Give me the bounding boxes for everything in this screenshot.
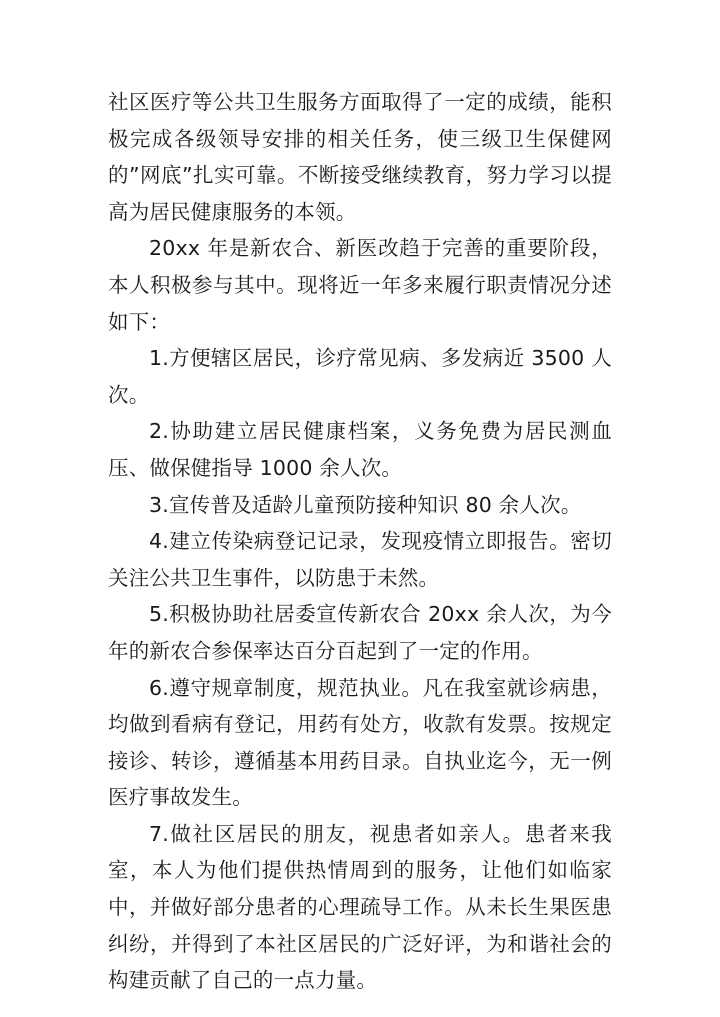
paragraph-continuation: 社区医疗等公共卫生服务方面取得了一定的成绩，能积极完成各级领导安排的相关任务，使三级卫生保健网的”网底”扎实可靠。不断接受继续教育，努力学习以提高为居民健康服务的本领。 (108, 90, 612, 224)
paragraph-intro: 20xx 年是新农合、新医改趋于完善的重要阶段，本人积极参与其中。现将近一年多来履行职责情况分述如下： (108, 236, 612, 334)
paragraph-item-4: 4.建立传染病登记记录，发现疫情立即报告。密切关注公共卫生事件，以防患于未然。 (108, 529, 612, 590)
paragraph-item-7: 7.做社区居民的朋友，视患者如亲人。患者来我室，本人为他们提供热情周到的服务，让他们如临家中，并做好部分患者的心理疏导工作。从未长生果医患纠纷，并得到了本社区居民的广泛好评，为和谐社会的构建贡献了自己的一点力量。 (108, 821, 612, 993)
paragraph-item-2: 2.协助建立居民健康档案，义务免费为居民测血压、做保健指导 1000 余人次。 (108, 419, 612, 480)
document-body (108, 84, 612, 999)
paragraph-item-5: 5.积极协助社居委宣传新农合 20xx 余人次，为今年的新农合参保率达百分百起到了一定的作用。 (108, 602, 612, 663)
paragraph-item-3: 3.宣传普及适龄儿童预防接种知识 80 余人次。 (149, 492, 582, 517)
paragraph-item-6: 6.遵守规章制度，规范执业。凡在我室就诊病患，均做到看病有登记，用药有处方，收款有发票。按规定接诊、转诊，遵循基本用药目录。自执业迄今，无一例医疗事故发生。 (108, 675, 612, 810)
paragraph-item-1: 1.方便辖区居民，诊疗常见病、多发病近 3500 人次。 (108, 346, 612, 407)
